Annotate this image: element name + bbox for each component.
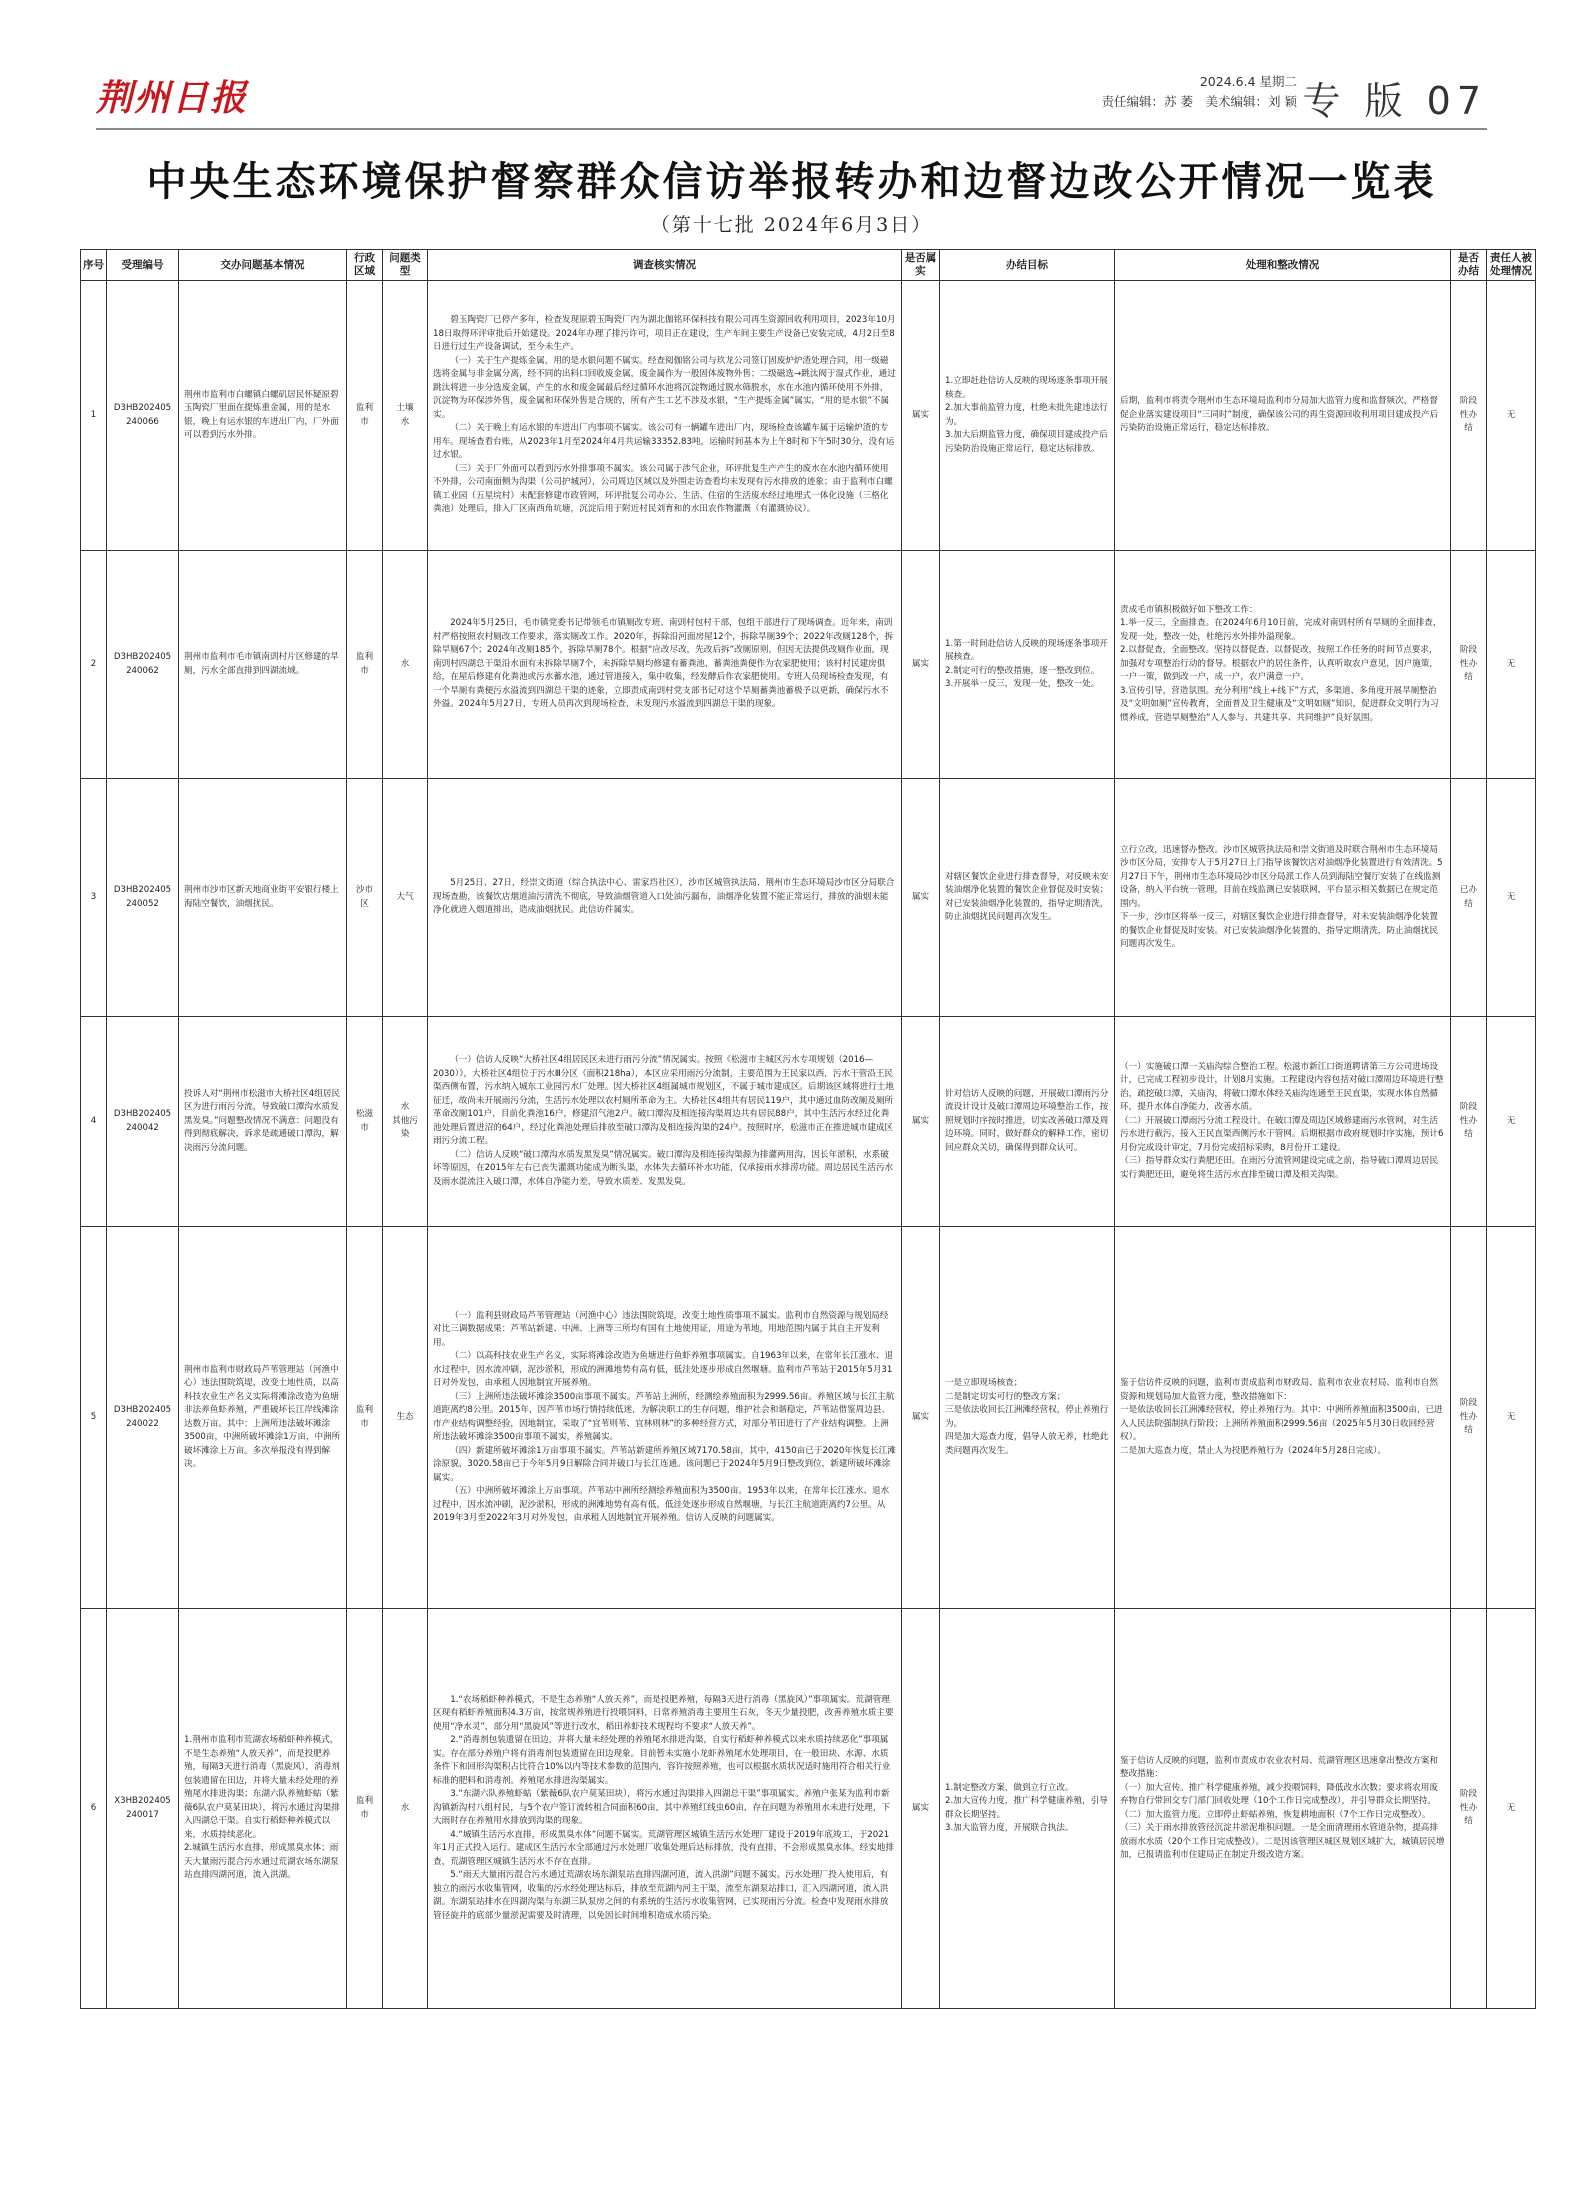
investigation-para: 3.“东湖六队养殖虾蛄（紫薇6队农户莫某田块），将污水通过沟渠排入四湖总干渠”事项属实。养殖户张某为监利市新沟镇新沟村八组村民，与5个农户签订流转租合同面积60亩，其中养殖红线虫60亩，存在问题为养殖用水未进行处理，下大雨时存在养殖用水排放到沟渠的现象。 [433, 1789, 891, 1827]
investigation-para: （三）上洲所违法破坏滩涂3500亩事项不属实。芦苇站上洲所，经测绘养殖面积为2999.56亩。养殖区域与长江主航道距离约8公里。2015年，因芦苇市场行情持续低迷，为解决职工的生存问题，维护社会和谐稳定，芦苇站借鉴周边县、市产业结构调整经验，因地制宜，采取了“宜苇则苇、宜林则林”的多种经营方式，对部分苇田进行了产业结构调整。上洲所违法破坏滩涂3500亩事项不属实，养殖属实。 [433, 1391, 895, 1442]
cell-code: D3HB202405240066 [107, 281, 179, 551]
cell-region: 监利市 [347, 281, 383, 551]
header-verified: 是否属实 [902, 250, 940, 281]
header-punish: 责任人被处理情况 [1487, 250, 1536, 281]
table-row [81, 281, 1536, 551]
table-row [81, 1227, 1536, 1609]
investigation-para: 2024年5月25日，毛市镇党委书记带领毛市镇厕改专班、南剅村包村干部，包组干部进行了现场调查。近年来，南剅村严格按照农村厕改工作要求，落实厕改工作。2020年，拆除沿河面房屋12个，拆除旱厕39个；2022年改厕128个，拆除旱厕67个；2024年改厕185个，拆除旱厕78个。根据“应改尽改，先改后拆”改厕原则，但因无法提供改厕作业面，现南剅村四湖总干渠沿水面有未拆除旱厕7个，未拆除旱厕均修建有蓄粪池，蓄粪池粪便作为农家肥使用；该村村民建房俱给，在屋后修建有化粪池或污水蓄水池，通过管道接入，集中收集，经发酵后作农家肥使用。专班人员现场检查发现，有一个旱厕有粪便污水溢流到四湖总干渠的迹象，立即责成南剅村党支部书记对这个旱厕蓄粪池蓄极予以更新，确保污水不外溢。2024年5月27日，专班人员再次到现场检查，未发现污水溢流到四湖总干渠的现象。 [433, 618, 894, 710]
cell-no: 1 [81, 281, 107, 551]
cell-region: 监利市 [347, 1609, 383, 2009]
cell-code: D3HB202405240042 [107, 1017, 179, 1227]
investigation-para: （一）监利县财政局芦苇管理站（河渔中心）违法围院筑堤，改变土地性质事项不属实。监利市自然资源与规划局经对比三调数据成果：芦苇站新建、中洲、上洲等三所均有国有土地使用证，用途为苇地，用地范围内属于其自主开发利用。 [433, 1310, 889, 1348]
cell-type: 生态 [383, 1227, 428, 1609]
header-region: 行政区域 [347, 250, 383, 281]
cell-handling: 责成毛市镇积极做好如下整改工作： 1.举一反三，全面排查。在2024年6月10日前，完成对南剅村所有旱厕的全面排查，发现一处，整改一处，杜绝污水外排外溢现象。 2.以督促查，全面整改。坚持以督促查、以督促改，按照工作任务的时间节点要求，加强对专项整治行动的督导。根据农户的居住条件，认真听取农户意见，因户施策，一户一策，做到改一户，成一户，农户满意一户。 3.宣传引导，营造氛围。充分利用“线上+线下”方式，多渠道、多角度开展旱厕整治及“文明如厕”宣传教育，全面普及卫生健康及“文明如厕”知识，促进群众文明行为习惯养成，营造旱厕整治“人人参与、共建共享、共同维护”良好氛围。 [1115, 551, 1451, 779]
investigation-para: 1.“农场稻虾种养模式，不是生态养殖“人放天养”，而是投肥养殖，每隔3天进行消毒（黑旋风）”事项属实。荒湖管理区现有稻虾养殖面积4.3万亩，按常规养殖进行投喂饲料，日常养殖消毒主要用生石灰，冬天少量投肥，改善养殖水质主要使用“净水灵”，部分用“黑旋风”等进行改水，稻田养虾技术规程均不要求“人放天养”。 [433, 1694, 894, 1732]
cell-no: 5 [81, 1227, 107, 1609]
cell-target: 1.制定整改方案，做到立行立改。 2.加大宣传力度，推广科学健康养殖，引导群众长期坚持。 3.加大监管力度，开展联合执法。 [940, 1609, 1115, 2009]
cell-verified: 属实 [902, 551, 940, 779]
cell-closed: 已办结 [1451, 779, 1487, 1017]
cell-verified: 属实 [902, 281, 940, 551]
cell-punish: 无 [1487, 1017, 1536, 1227]
cell-code: X3HB202405240017 [107, 1609, 179, 2009]
investigation-para: （二）信访人反映“破口潭沟水质发黑发臭”情况属实。破口潭沟及相连接沟渠源为排灌两用沟，因长年淤积，水系破坏等原因，在2015年左右已丧失灌溉功能成为断头渠，水体失去循环补水功能，仅承接雨水排涝功能。周边居民生活污水及雨水混流注入破口潭，水体自净能力差，导致水质差、发黑发臭。 [433, 1149, 894, 1187]
cell-handling: （一）实施破口潭一关庙沟综合整治工程。松滋市新江口街道聘请第三方公司进场设计，已完成工程初步设计，计划8月实施。工程建设内容包括对破口潭周边环境进行整治，疏挖破口潭，关庙沟，将破口潭水体经关庙沟连通至王民直渠，实现水体自然循环，提升水体自净能力，改善水质。 （二）开展破口潭雨污分流工程设计。在破口潭及周边区域修建雨污水管网，对生活污水进行截污，接入王民直渠西侧污水干管网。后期根据市政府规划时序实施，预计6月份完成设计审定，7月份完成招标采购，8月份开工建设。 （三）指导群众实行粪肥还田。在雨污分流管网建设完成之前，指导破口潭周边居民实行粪肥还田，避免将生活污水直排至破口潭及相关沟渠。 [1115, 1017, 1451, 1227]
issue-meta [1102, 72, 1297, 112]
cell-no: 2 [81, 551, 107, 779]
cell-issue: 投诉人对“荆州市松滋市大桥社区4组居民区为进行雨污分流，导致破口潭沟水质发黑发臭。”问题整改情况不满意：问题没有得到彻底解决，诉求是疏通破口潭沟，解决雨污分流问题。 [179, 1017, 347, 1227]
cell-handling: 后期，监利市将责令荆州市生态环境局监利市分局加大监管力度和监督频次，严格督促企业落实建设项目“三同时”制度，确保该公司的再生资源回收利用项目建成投产后污染防治设施正常运行，稳定达标排放。 [1115, 281, 1451, 551]
header-type: 问题类型 [383, 250, 428, 281]
cell-handling: 鉴于信访人反映的问题，监利市责成市农业农村局、荒湖管理区迅速拿出整改方案和整改措施： （一）加大宣传。推广科学健康养殖，减少投喂饲料，降低改水次数；要求将农用废弃物自行带回交专门部门回收处理（10个工作日完成整改），并引导群众长期坚持。 （二）加大监管力度。立即停止虾蛄养殖，恢复耕地面积（7个工作日完成整改）。 （三）关于雨水排放管径沉淀井淤泥堆积问题。一是全面清理雨水管道杂物，提高排放雨水水质（20个工作日完成整改）。二是因该管理区城区规划区域扩大，城镇居民增加，已报请监利市住建局正在制定升级改造方案。 [1115, 1609, 1451, 2009]
investigation-para: （四）新建所破坏滩涂1万亩事项不属实。芦苇站新建所养殖区域7170.58亩，其中，4150亩已于2020年恢复长江滩涂原貌，3020.58亩已于今年5月9日解除合同并破口与长江连通。该问题已于2024年5月9日整改到位，新建所破坏滩涂属实。 [433, 1445, 896, 1483]
cell-punish: 无 [1487, 779, 1536, 1017]
cell-issue: 荆州市监利市白螺镇白螺矶居民怀疑原碧玉陶瓷厂里面在提炼重金属，用的是水银，晚上有运水银的车进出厂内，厂外面可以看到污水外排。 [179, 281, 347, 551]
header-target: 办结目标 [940, 250, 1115, 281]
cell-type: 水 其他污染 [383, 1017, 428, 1227]
cell-target: 1.立即赶赴信访人反映的现场逐条事项开展核查。 2.加大事前监管力度，杜绝未批先建违法行为。 3.加大后期监管力度，确保项目建成投产后污染防治设施正常运行，稳定达标排放。 [940, 281, 1115, 551]
cell-investigation [428, 281, 902, 551]
table-row [81, 1609, 1536, 2009]
investigation-para: 4.“城镇生活污水直排，形成黑臭水体”问题不属实。荒湖管理区城镇生活污水处理厂建设于2019年底竣工，于2021年1月正式投入运行。建成区生活污水全部通过污水处理厂收集处理后达标排放，没有直排，不会形成黑臭水体。经实地排查，荒湖管理区城镇生活污水不存在直排。 [433, 1829, 894, 1867]
cell-issue: 荆州市沙市区新天地商业街平安银行楼上海陆空餐饮，油烟扰民。 [179, 779, 347, 1017]
cell-punish: 无 [1487, 1227, 1536, 1609]
page-title: 中央生态环境保护督察群众信访举报转办和边督边改公开情况一览表 [146, 158, 1437, 205]
cell-region: 松滋市 [347, 1017, 383, 1227]
cell-type: 水 [383, 551, 428, 779]
masthead [96, 66, 1487, 130]
cell-closed: 阶段性办结 [1451, 551, 1487, 779]
cell-type: 土壤 水 [383, 281, 428, 551]
investigation-para: （一）信访人反映“大桥社区4组居民区未进行雨污分流”情况属实。按照《松滋市主城区污水专项规划（2016—2030）》，大桥社区4组位于污水Ⅲ分区（面积218ha），本区应采用雨污分流制，主要范围为王民家以西，污水干管沿王民渠西侧布置，污水纳入城东工业园污水厂处理。因大桥社区4组属城市规划区，不属于城市建成区。后期该区域将进行土地征迁，故尚未开展雨污分流，生活污水处理以农村厕所革命为主。大桥社区4组共有居民119户，其中通过血防改厕及厕所革命改厕101户，目前化粪池16户，修建沼气池2户。破口潭沟及相连接沟渠周边共有居民88户，其中生活污水经过化粪池处理后置进沼的64户，经过化粪池处理后排放至破口潭沟及相连接沟渠的24户。按照时序，松滋市正在推进城市建成区雨污分流工程。 [433, 1055, 894, 1146]
cell-investigation [428, 1227, 902, 1609]
cell-code: D3HB202405240062 [107, 551, 179, 779]
cell-type: 水 [383, 1609, 428, 2009]
header-handling: 处理和整改情况 [1115, 250, 1451, 281]
cell-closed: 阶段性办结 [1451, 1609, 1487, 2009]
cell-verified: 属实 [902, 779, 940, 1017]
cell-no: 3 [81, 779, 107, 1017]
cell-closed: 阶段性办结 [1451, 1227, 1487, 1609]
cell-verified: 属实 [902, 1609, 940, 2009]
investigation-para: 5月25日、27日，经崇文街道（综合执法中心、雷家垱社区），沙市区城管执法局、荆州市生态环境局沙市区分局联合现场查勘，该餐饮店烟道油污清洗不彻底，导致油烟管道入口处油污漏布，油烟净化装置不能正常运行，排放的油烟未能净化就进入烟道排出，造成油烟扰民。此信访件属实。 [433, 878, 895, 916]
cell-no: 4 [81, 1017, 107, 1227]
cell-target: 针对信访人反映的问题，开展破口潭雨污分流设计设计及破口潭周边环境整治工作，按照规划时序按时推进，切实改善破口潭及周边环境。同时，做好群众的解释工作，密切回应群众关切，确保得到群众认可。 [940, 1017, 1115, 1227]
section-label: 专 版 07 [1302, 79, 1487, 123]
page-subtitle: （第十七批 2024年6月3日） [650, 214, 933, 236]
investigation-para: 碧玉陶瓷厂已停产多年，检查发现原碧玉陶瓷厂内为湖北伽铭环保科技有限公司再生资源回收利用项目，2023年10月18日取得环评审批后开始建设。2024年办理了排污许可，项目正在建设，生产车间主要生产设备已安装完成，4月2日至8日进行过生产设备调试，至今未生产。 [433, 315, 896, 353]
cell-handling: 立行立改，迅速督办整改。沙市区城管执法局和崇文街道及时联合荆州市生态环境局沙市区分局，安排专人于5月27日上门指导该餐饮店对油烟净化装置进行有效清洗。5月27日下午，荆州市生态环境局沙市区分局派工作人员到海陆空餐厅安装了在线监测设备，纳入平台统一管理，目前在线监测已安装联网，平台显示相关数据已在规定范围内。 下一步，沙市区将举一反三，对辖区餐饮企业进行排查督导，对未安装油烟净化装置的餐饮企业督促及时安装。对已安装油烟净化装置的，指导定期清洗，防止油烟扰民问题再次发生。 [1115, 779, 1451, 1017]
investigation-para: （二）以高科技农业生产名义，实际将滩涂改造为鱼塘进行鱼虾养殖事项属实。自1963年以来，在常年长江涨水、退水过程中，因水流冲刷，泥沙淤积，形成的洲滩地势有高有低，低洼处逐步形成自然堰塘。监利市芦苇站于2015年5月31日对外发包，由承租人因地制宜开展养殖。 [433, 1351, 894, 1388]
cell-punish: 无 [1487, 551, 1536, 779]
issue-date: 2024.6.4 星期二 [1199, 74, 1297, 89]
table-row [81, 1017, 1536, 1227]
cell-issue: 1.荆州市监利市荒湖农场稻虾种养模式，不是生态养殖“人放天养”，而是投肥养殖，每隔3天进行消毒（黑旋风），消毒剂包装遗留在田边，并将大量未经处理的养殖尾水排进沟渠；东湖六队养殖虾蛄（紫薇6队农户莫某田块），将污水通过沟渠排入四湖总干渠。自实行稻虾种养模式以来，水质持续恶化。 2.城镇生活污水直排，形成黑臭水体；雨天大量雨污混合污水通过荒湖农场东湖泵站直排四湖河道，流入洪湖。 [179, 1609, 347, 2009]
cell-target: 1.第一时间赴信访人反映的现场逐条事项开展核查。 2.制定可行的整改措施，逐一整改到位。 3.开展举一反三，发现一处，整改一处。 [940, 551, 1115, 779]
cell-verified: 属实 [902, 1227, 940, 1609]
header-closed: 是否办结 [1451, 250, 1487, 281]
cell-region: 监利市 [347, 551, 383, 779]
cell-handling: 鉴于信访件反映的问题，监利市责成监利市财政局、监利市农业农村局、监利市自然资源和规划局加大监管力度，整改措施如下： 一是依法收回长江洲滩经营权，停止养殖行为。其中：中洲所养殖面积3500亩，已进入人民法院强制执行阶段；上洲所养殖面积2999.56亩（2025年5月30日收回经营权）。 二是加大巡查力度，禁止人为投肥养殖行为（2024年5月28日完成）。 [1115, 1227, 1451, 1609]
cell-target: 一是立即现场核查； 二是制定切实可行的整改方案； 三是依法收回长江洲滩经营权，停止养殖行为。 四是加大巡查力度，倡导人放无养，杜绝此类问题再次发生。 [940, 1227, 1115, 1609]
cell-investigation [428, 779, 902, 1017]
cell-code: D3HB202405240022 [107, 1227, 179, 1609]
newspaper-logo: 荆州日报 [96, 78, 249, 119]
cell-punish: 无 [1487, 1609, 1536, 2009]
editors-line: 责任编辑：苏 萎 美术编辑：刘 颖 [1101, 94, 1297, 109]
table-header-row [81, 250, 1536, 281]
cell-investigation [428, 1017, 902, 1227]
investigation-para: （一）关于生产提炼金属，用的是水银问题不属实。经查阅伽铭公司与玖龙公司签订固废炉炉渣处理合同，用一级磁选将金属与非金属分离，经不同的出料口回收废金属，废金属作为一般固体废物外售；二级磁选→跳汰阀于湿式作业，通过跳汰将进一步分选废金属，产生的水和废金属最后经过循环水池将沉淀物通过脱水筛脱水，水在水池内循环使用不外排，沉淀物为环保涉外售，废金属和环保外售是合规的，所有产生工艺不涉及水银，“生产提炼金属”属实，“用的是水银”不属实。 [433, 355, 896, 420]
cell-investigation [428, 1609, 902, 2009]
investigation-para: 5.“雨天大量雨污混合污水通过荒湖农场东湖泵站直排四湖河道，流入洪湖”问题不属实。污水处理厂投入使用后，有独立的雨污水收集管网，收集的污水经处理达标后，排放至荒湖内河主干渠，流至东湖泵站排口，汇入四湖河道，流入洪湖。东湖泵站排水在四湖沟渠与东湖三队泵房之间的有系统的生活污水收集管网，已实现雨污分流。检查中发现雨水排放管径旋并的底部少量淤泥需要及时清理，以免因长时间堆积造成水质污染。 [433, 1870, 889, 1921]
cell-closed: 阶段性办结 [1451, 281, 1487, 551]
table-row [81, 551, 1536, 779]
cell-no: 6 [81, 1609, 107, 2009]
cell-region: 沙市区 [347, 779, 383, 1017]
investigation-para: （五）中洲所破坏滩涂上万亩事项。芦苇站中洲所经测绘养殖面积为3500亩。1953年以来，在常年长江涨水、退水过程中，因水流冲刷，泥沙淤积，形成的洲滩地势有高有低，低洼处逐步形成自然堰塘，与长江主航道距离约7公里。从2019年3月至2022年3月对外发包，由承租人因地制宜开展养殖。信访人反映的问题属实。 [433, 1486, 890, 1523]
header-investigation: 调查核实情况 [428, 250, 902, 281]
cell-code: D3HB202405240052 [107, 779, 179, 1017]
investigation-para: （三）关于厂外面可以看到污水外排事项不属实。该公司属于涉气企业，环评批复生产产生的废水在水池内循环使用不外排，公司南面侧为沟渠（公司护城河），公司周边区域以及外围走访查看均未发现有污水排放的迹象；由于监利市白螺镇工业园（五星垸村）未配套修建市政管网，环评批复公司办公、生活、住宿的生活废水经过地埋式一体化设施（三格化粪池）处理后，排入厂区南西角坑塘，沉淀后用于附近村民刘育和的水田农作物灌溉（有灌溉协议）。 [433, 463, 893, 515]
cell-target: 对辖区餐饮企业进行排查督导，对反映未安装油烟净化装置的餐饮企业督促及时安装；对已安装油烟净化装置的，指导定期清洗，防止油烟扰民问题再次发生。 [940, 779, 1115, 1017]
cell-verified: 属实 [902, 1017, 940, 1227]
cell-region: 监利市 [347, 1227, 383, 1609]
header-issue: 交办问题基本情况 [179, 250, 347, 281]
cell-type: 大气 [383, 779, 428, 1017]
cell-issue: 荆州市监利市毛市镇南剅村片区修建的旱厕，污水全部直排到四湖流域。 [179, 551, 347, 779]
cell-punish: 无 [1487, 281, 1536, 551]
investigation-para: 2.“消毒剂包装遗留在田边，并将大量未经处理的养殖尾水排进沟渠，自实行稻虾种养模式以来水质持续恶化”事项属实。存在部分养殖户将有消毒剂包装遗留在田边现象。目前暂未实施小龙虾养殖尾水处理项目，在一般田块、水源、水质条件下和回形沟渠积占比符合10%以内等技术参数的范围内，容许按照养殖，也可以根据水质状况适时施用符合相关行业标准的肥料和消毒剂。养殖尾水排进沟渠属实。 [433, 1735, 891, 1786]
complaint-table [80, 249, 1536, 2009]
cell-closed: 阶段性办结 [1451, 1017, 1487, 1227]
header-code: 受理编号 [107, 250, 179, 281]
cell-issue: 荆州市监利市财政局芦苇管理站（河渔中心）违法围院筑堤，改变土地性质，以高科技农业生产名义实际将滩涂改造为鱼塘非法养鱼虾养殖，严重破坏长江岸线滩涂达数万亩。其中：上洲所违法破坏滩涂3500亩，中洲所破坏滩涂1万亩，中洲所破坏滩涂上万亩。多次举报没有得到解决。 [179, 1227, 347, 1609]
investigation-para: （二）关于晚上有运水银的车进出厂内事项不属实。该公司有一辆罐车进出厂内，现场检查该罐车属于运输炉渣的专用车。现场查看台账，从2023年1月至2024年4月共运输33352.83吨，运输时间基本为上午8时和下午5时30分，没有运过水银。 [433, 423, 895, 461]
header-no: 序号 [81, 250, 107, 281]
table-row [81, 779, 1536, 1017]
cell-investigation [428, 551, 902, 779]
